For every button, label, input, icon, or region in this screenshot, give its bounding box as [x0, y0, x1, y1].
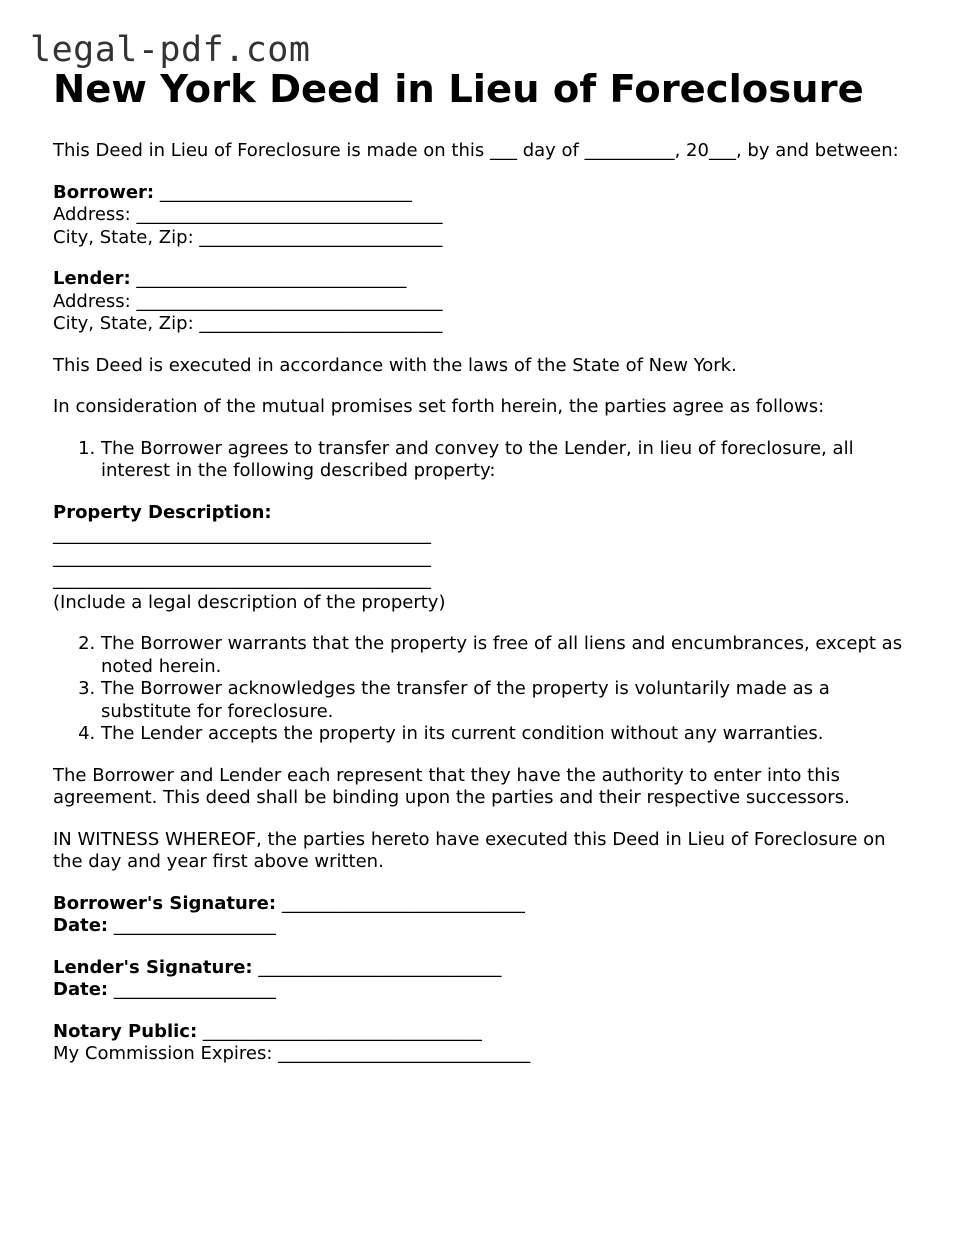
- consideration-paragraph: In consideration of the mutual promises set forth herein, the parties agree as follows:: [53, 396, 825, 417]
- term-item: 1. The Borrower agrees to transfer and convey to the Lender, in lieu of foreclosure, all interest in the following described property:: [101, 438, 913, 483]
- lender-city-line: [53, 313, 913, 336]
- term-item: 3. The Borrower acknowledges the transfer of the property is voluntarily made as a substitute for foreclosure.: [101, 678, 913, 723]
- borrower-address-blank: __________________________________: [136, 204, 443, 225]
- property-description-block: [53, 502, 913, 615]
- property-label-line: [53, 502, 913, 525]
- borrower-name-blank: ____________________________: [159, 181, 412, 203]
- lender-address-blank: __________________________________: [136, 290, 443, 312]
- borrower-date-line: [53, 915, 913, 938]
- laws-statement: This Deed is executed in accordance with the laws of the State of New York.: [53, 354, 737, 376]
- borrower-city-blank: ___________________________: [199, 226, 443, 248]
- witness-paragraph: IN WITNESS WHEREOF, the parties hereto have executed this Deed in Lieu of Foreclosure on the day and year first above written.: [53, 828, 886, 872]
- lender-name-blank: ______________________________: [136, 268, 407, 289]
- lender-signature-block: [53, 957, 913, 1002]
- intro-paragraph: This Deed in Lieu of Foreclosure is made on this ___ day of __________, 20___, by and between:: [53, 140, 899, 161]
- borrower-block: [53, 182, 913, 250]
- commission-line: [53, 1043, 913, 1066]
- property-note: (Include a legal description of the property): [53, 591, 446, 613]
- property-label: Property Description:: [53, 501, 272, 523]
- term-item: 4. The Lender accepts the property in its current condition without any warranties.: [101, 723, 913, 746]
- borrower-address-line: [53, 204, 913, 227]
- property-blank-line: __________________________________________: [53, 524, 431, 545]
- notary-label: Notary Public:: [53, 1020, 198, 1042]
- authority-paragraph: The Borrower and Lender each represent that they have the authority to enter into this agreement. This deed shall be binding upon the parties and their respective successors.: [53, 764, 850, 808]
- commission-blank: ____________________________: [278, 1043, 531, 1064]
- lender-signature-line: [53, 957, 913, 980]
- lender-address-line: [53, 291, 913, 314]
- lender-date-blank: __________________: [113, 979, 276, 1000]
- lender-date-line: [53, 979, 913, 1002]
- document-body: [53, 140, 913, 1085]
- notary-blank: _______________________________: [202, 1020, 482, 1042]
- lender-date-label: Date:: [53, 979, 109, 1000]
- lender-block: [53, 268, 913, 336]
- lender-name-line: [53, 268, 913, 291]
- borrower-label: Borrower:: [53, 181, 155, 203]
- borrower-name-line: [53, 182, 913, 205]
- lender-signature-label: Lender's Signature:: [53, 956, 253, 978]
- lender-address-label: Address:: [53, 290, 131, 312]
- borrower-signature-blank: ___________________________: [281, 892, 525, 914]
- lender-label: Lender:: [53, 268, 131, 289]
- borrower-date-blank: __________________: [113, 915, 276, 936]
- terms-list-rest: [53, 633, 913, 746]
- page-title: New York Deed in Lieu of Foreclosure: [53, 67, 864, 112]
- notary-line: [53, 1021, 913, 1044]
- borrower-signature-label: Borrower's Signature:: [53, 892, 277, 914]
- borrower-city-line: [53, 227, 913, 250]
- term-item: 2. The Borrower warrants that the property is free of all liens and encumbrances, except as noted herein.: [101, 633, 913, 678]
- lender-city-label: City, State, Zip:: [53, 313, 194, 334]
- terms-list-first: [53, 438, 913, 483]
- lender-city-blank: ___________________________: [199, 313, 443, 334]
- borrower-date-label: Date:: [53, 915, 109, 936]
- borrower-signature-line: [53, 893, 913, 916]
- notary-block: [53, 1021, 913, 1066]
- watermark: legal-pdf.com: [30, 30, 311, 70]
- borrower-signature-block: [53, 893, 913, 938]
- property-blank-line: __________________________________________: [53, 546, 431, 568]
- commission-label: My Commission Expires:: [53, 1043, 273, 1064]
- borrower-address-label: Address:: [53, 204, 131, 225]
- borrower-city-label: City, State, Zip:: [53, 226, 194, 248]
- property-blank-line: __________________________________________: [53, 569, 431, 590]
- lender-signature-blank: ___________________________: [258, 956, 502, 978]
